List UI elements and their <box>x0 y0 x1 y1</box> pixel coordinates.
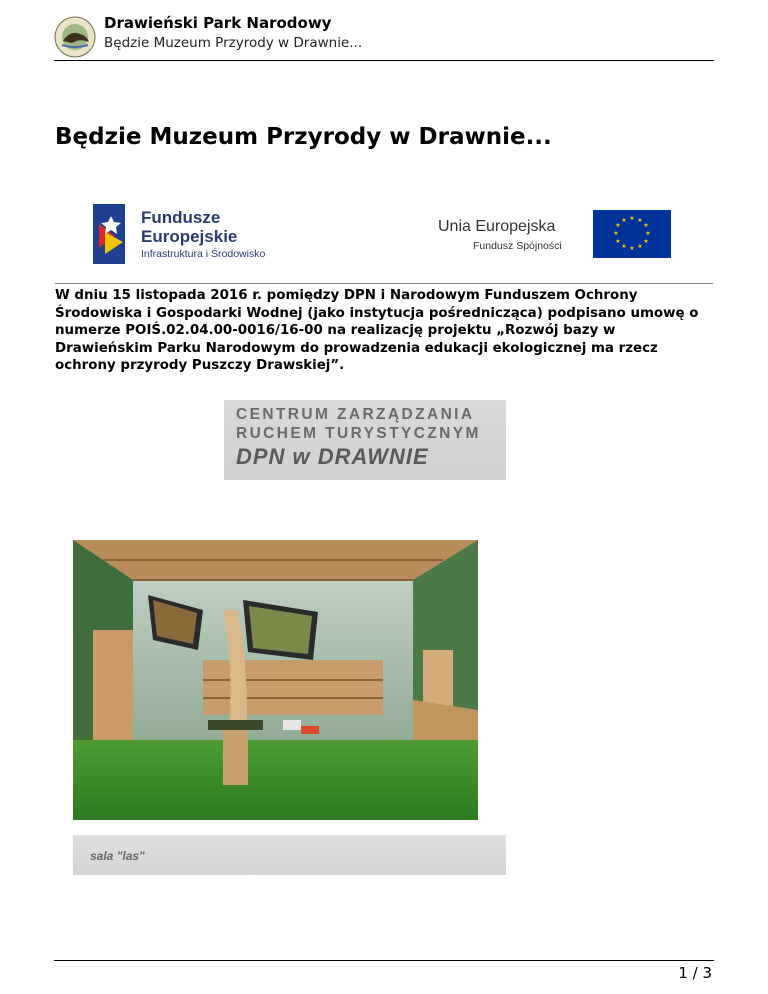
footer-divider <box>54 960 714 961</box>
banner-divider <box>55 283 713 284</box>
page-number: 1 / 3 <box>678 964 712 982</box>
eu-flag-icon <box>593 210 671 258</box>
svg-text:★: ★ <box>645 230 651 237</box>
svg-text:★: ★ <box>637 217 643 224</box>
fundusze-europejskie-logo-icon <box>85 202 137 266</box>
centrum-sign-image <box>224 400 506 480</box>
centrum-line1: CENTRUM ZARZĄDZANIA <box>236 406 475 423</box>
eu-funding-banner <box>55 198 713 272</box>
fe-logo-line2: Europejskie <box>141 227 238 246</box>
svg-text:★: ★ <box>615 222 621 229</box>
centrum-line3: DPN w DRAWNIE <box>236 444 429 469</box>
svg-text:★: ★ <box>643 222 649 229</box>
svg-text:★: ★ <box>613 230 619 237</box>
svg-text:★: ★ <box>643 238 649 245</box>
svg-text:★: ★ <box>629 245 635 252</box>
ue-logo-line2: Fundusz Spójności <box>473 240 562 252</box>
article-title: Będzie Muzeum Przyrody w Drawnie... <box>55 124 552 150</box>
fe-logo-line3: Infrastruktura i Środowisko <box>141 248 266 260</box>
site-name: Drawieński Park Narodowy <box>104 14 332 32</box>
intro-paragraph: W dniu 15 listopada 2016 r. pomiędzy DPN i Narodowym Funduszem Ochrony Środowiska i Gospodarki Wodnej (jako instytucja pośrednicząca) podpisano umowę o numerze POIŚ.02.04.00-0016/16-00 na realizację projektu „Rozwój bazy w Drawieńskim Parku Narodowym do prowadzenia edukacji ekologicznej ma rzecz ochrony przyrody Puszczy Drawskiej”. <box>55 288 699 373</box>
sala-las-visualization-image <box>73 540 478 820</box>
ue-logo-line1: Unia Europejska <box>438 218 556 235</box>
svg-text:★: ★ <box>637 243 643 250</box>
sala-caption: sala "las" <box>90 849 145 863</box>
svg-text:★: ★ <box>621 217 627 224</box>
header-subtitle: Będzie Muzeum Przyrody w Drawnie... <box>104 35 363 51</box>
svg-text:★: ★ <box>615 238 621 245</box>
sala-caption-bar <box>73 835 506 875</box>
header-divider <box>54 60 714 61</box>
svg-text:★: ★ <box>621 243 627 250</box>
page-header <box>54 12 714 58</box>
svg-text:★: ★ <box>629 215 635 222</box>
fe-logo-line1: Fundusze <box>141 208 221 227</box>
centrum-line2: RUCHEM TURYSTYCZNYM <box>236 425 481 442</box>
park-logo-icon <box>54 16 96 58</box>
